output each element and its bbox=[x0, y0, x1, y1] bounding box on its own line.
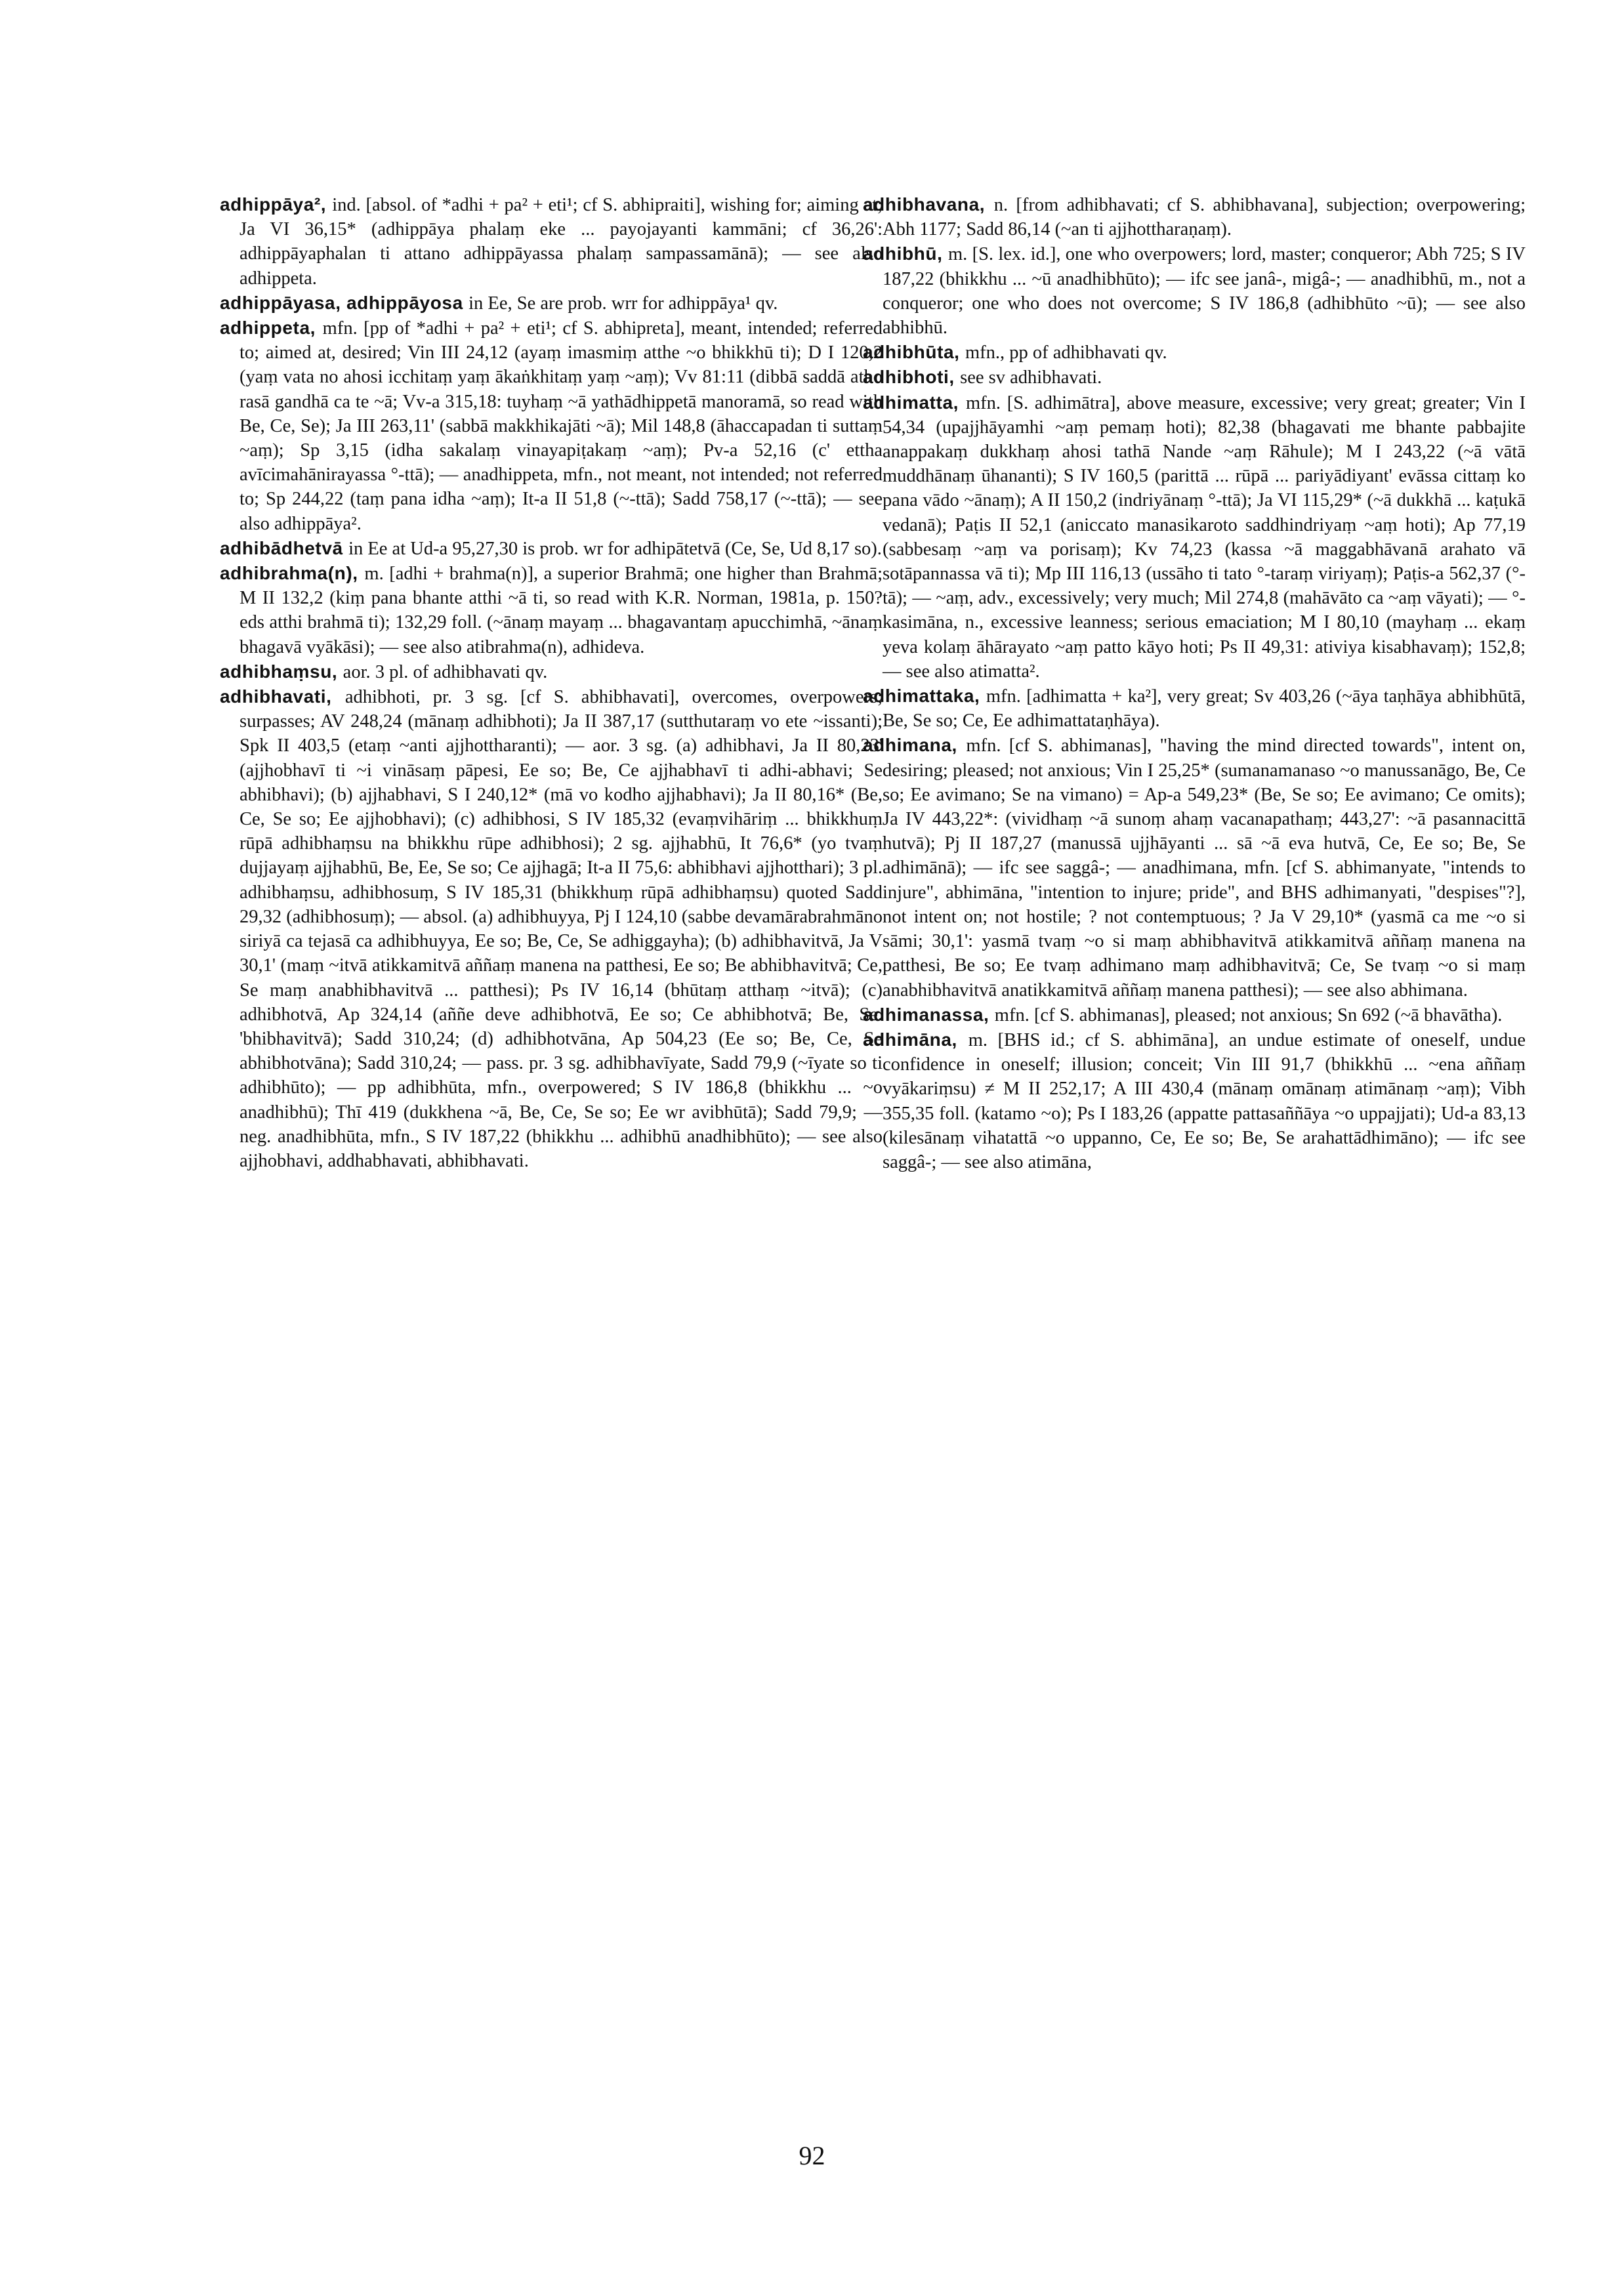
entry-headword: adhippāyasa, adhippāyosa bbox=[220, 292, 469, 313]
entry-definition: in Ee, Se are prob. wrr for adhippāya¹ qv. bbox=[468, 293, 778, 314]
dictionary-entry bbox=[863, 192, 1526, 241]
entry-definition: mfn., pp of adhibhavati qv. bbox=[965, 342, 1167, 363]
dictionary-entry bbox=[220, 536, 883, 561]
dictionary-entry bbox=[220, 561, 883, 659]
entry-definition: mfn. [pp of *adhi + pa² + eti¹; cf S. abhipreta], meant, intended; referred to; aimed at, desired; Vin III 24,12 (ayaṃ imasmiṃ atthe ~o bhikkhū ti); D I 120,2 (yaṃ vata no ahosi icchitaṃ yaṃ ākaṅkhitaṃ yaṃ ~aṃ); Vv 81:11 (dibbā saddā atho rasā gandhā ca te ~ā; Vv-a 315,18: tuyhaṃ ~ā yathādhippetā manoramā, so read with Be, Ce, Se); Ja III 263,11' (sabbā makkhikajāti ~ā); Mil 148,8 (āhaccapadan ti suttaṃ ~aṃ); Sp 3,15 (idha sakalaṃ vinayapiṭakaṃ ~aṃ); Pv-a 52,16 (c' ettha avīcimahānirayassa °-ttā); — anadhippeta, mfn., not meant, not intended; not referred to; Sp 244,22 (taṃ pana idha ~aṃ); It-a II 51,8 (~-ttā); Sadd 758,17 (~-ttā); — see also adhippāya². bbox=[239, 318, 883, 534]
dictionary-entry bbox=[863, 733, 1526, 1002]
entry-definition: m. [BHS id.; cf S. abhimāna], an undue estimate of oneself, undue confidence in oneself; illusion; conceit; Vin III 91,7 (bhikkhū ... ~ena aññaṃ vyākariṃsu) ≠ M II 252,17; A III 430,4 (mānaṃ omānaṃ atimānaṃ ~aṃ); Vibh 355,35 foll. (katamo ~o); Ps I 183,26 (appatte pattasaññāya ~o uppajjati); Ud-a 83,13 (kilesānaṃ vihatattā ~o uppanno, Ce, Ee so; Be, Se arahattādhimāno); — ifc see saggâ-; — see also atimāna, bbox=[883, 1029, 1526, 1172]
dictionary-entry bbox=[863, 365, 1526, 390]
dictionary-entry bbox=[220, 659, 883, 684]
page-number: 92 bbox=[799, 2141, 825, 2170]
entry-headword: adhibhavati, bbox=[220, 686, 345, 707]
entry-headword: adhimāna, bbox=[863, 1029, 968, 1050]
dictionary-entry bbox=[863, 1003, 1526, 1027]
entry-headword: adhibhavana, bbox=[863, 194, 994, 215]
dictionary-entry bbox=[220, 684, 883, 1173]
entry-headword: adhibādhetvā bbox=[220, 537, 349, 558]
entry-definition: m. [S. lex. id.], one who overpowers; lord, master; conqueror; Abh 725; S IV 187,22 (bhikkhu ... ~ū anadhibhūto); — ifc see janâ-, migâ-; — anadhibhū, m., not a conqueror; one who does not overcome; S IV 186,8 (adhibhūto ~ū); — see also abhibhū. bbox=[883, 244, 1526, 339]
dictionary-entry bbox=[220, 316, 883, 536]
entry-headword: adhimana, bbox=[863, 735, 967, 756]
entry-headword: adhimanassa, bbox=[863, 1004, 995, 1025]
entry-headword: adhippāya², bbox=[220, 194, 333, 215]
dictionary-entry bbox=[863, 340, 1526, 365]
entry-definition: in Ee at Ud-a 95,27,30 is prob. wr for adhipātetvā (Ce, Se, Ud 8,17 so). bbox=[348, 538, 882, 559]
right-column bbox=[863, 192, 1526, 1174]
entry-headword: adhibhaṃsu, bbox=[220, 661, 343, 682]
dictionary-entry bbox=[863, 390, 1526, 684]
dictionary-entry bbox=[863, 1027, 1526, 1174]
dictionary-entry bbox=[863, 684, 1526, 733]
entry-headword: adhibhūta, bbox=[863, 342, 965, 363]
left-column bbox=[220, 192, 883, 1173]
entry-definition: mfn. [S. adhimātra], above measure, excessive; very great; greater; Vin I 54,34 (upajjhāyamhi ~aṃ pemaṃ hoti); 82,38 (bhagavati me bhante pabbajite anappakaṃ dukkhaṃ ahosi tathā Nande ~aṃ Rāhule); M I 243,22 (~ā vātā muddhānaṃ ūhananti); S IV 160,5 (parittā ... rūpā ... pariyādiyant' evāssa cittaṃ ko pana vādo ~ānaṃ); A II 150,2 (indriyānaṃ °-ttā); Ja VI 115,29* (~ā dukkhā ... kaṭukā vedanā); Paṭis II 52,1 (aniccato manasikaroto saddhindriyaṃ ~aṃ hoti); Ap 77,19 (sabbesaṃ ~aṃ va porisaṃ); Kv 74,23 (kassa ~ā maggabhāvanā arahato vā sotāpannassa vā ti); Mp III 116,13 (ussāho ti tato °-taraṃ viriyaṃ); Paṭis-a 562,37 (°-tā); — ~aṃ, adv., excessively; very much; Mil 274,8 (mahāvāto ca ~aṃ vāyati); — °-kasimāna, n., excessive leanness; serious emaciation; M I 80,10 (mayhaṃ ... ekaṃ yeva kolaṃ āhārayato ~aṃ patto kāyo hoti; Ps II 49,31: ativiya kisabhavaṃ); 152,8; — see also atimatta². bbox=[883, 392, 1526, 682]
entry-definition: mfn. [adhimatta + ka²], very great; Sv 403,26 (~āya taṇhāya abhibhūtā, Be, Se so; Ce, Ee adhimattataṇhāya). bbox=[883, 686, 1526, 732]
dictionary-entry bbox=[220, 291, 883, 316]
entry-definition: ind. [absol. of *adhi + pa² + eti¹; cf S. abhipraiti], wishing for; aiming at; Ja VI 36,15* (adhippāya phalaṃ eke ... payojayanti kammāni; cf 36,26': adhippāyaphalan ti attano adhippāyassa phalaṃ sampassamānā); — see also adhippeta. bbox=[239, 195, 883, 289]
entry-definition: adhibhoti, pr. 3 sg. [cf S. abhibhavati], overcomes, overpowers; surpasses; AV 248,24 (mānaṃ adhibhoti); Ja II 387,17 (sutthutaraṃ vo ete ~issanti); Spk II 403,5 (etaṃ ~anti ajjhottharanti); — aor. 3 sg. (a) adhibhavi, Ja II 80,23' (ajjhobhavī ti ~i vināsaṃ pāpesi, Ee so; Be, Ce ajjhabhavī ti adhi-abhavi; Se abhibhavi); (b) ajjhabhavi, S I 240,12* (mā vo kodho ajjhabhavi); Ja II 80,16* (Be, Ce, Se so; Ee ajjhobhavi); (c) adhibhosi, S IV 185,32 (evaṃvihāriṃ ... bhikkhuṃ rūpā adhibhaṃsu na bhikkhu rūpe adhibhosi); 2 sg. ajjhabhū, It 76,6* (yo tvaṃ dujjayaṃ ajjhabhū, Be, Ee, Se so; Ce ajjhagā; It-a II 75,6: abhibhavi ajjhotthari); 3 pl. adhibhaṃsu, adhibhosuṃ, S IV 185,31 (bhikkhuṃ rūpā adhibhaṃsu) quoted Sadd 29,32 (adhibhosuṃ); — absol. (a) adhibhuyya, Pj I 124,10 (sabbe devamārabrahmāno siriyā ca tejasā ca adhibhuyya, Ee so; Be, Ce, Se adhiggayha); (b) adhibhavitvā, Ja V 30,1' (maṃ ~itvā atikkamitvā aññaṃ manena na patthesi, Ee so; Be abhibhavitvā; Ce, Se maṃ anabhibhavitvā ... patthesi); Ps IV 16,14 (bhūtaṃ atthaṃ ~itvā); (c) adhibhotvā, Ap 324,14 (aññe deve adhibhotvā, Ee so; Ce abhibhotvā; Be, Se. 'bhibhavitvā); Sadd 310,24; (d) adhibhotvāna, Ap 504,23 (Ee so; Be, Ce, Se abhibhotvāna); Sadd 310,24; — pass. pr. 3 sg. adhibhavīyate, Sadd 79,9 (~īyate so ti adhibhūto); — pp adhibhūta, mfn., overpowered; S IV 186,8 (bhikkhu ... ~o anadhibhū); Thī 419 (dukkhena ~ā, Be, Ce, Se so; Ee wr avibhūtā); Sadd 79,9; — neg. anadhibhūta, mfn., S IV 187,22 (bhikkhu ... adhibhū anadhibhūto); — see also ajjhobhavi, addhabhavati, abhibhavati. bbox=[239, 687, 883, 1171]
entry-definition: m. [adhi + brahma(n)], a superior Brahmā; one higher than Brahmā; M II 132,2 (kiṃ pana bhante atthi ~ā ti, so read with K.R. Norman, 1981a, p. 150? eds atthi brahmā ti); 132,29 foll. (~ānaṃ mayaṃ ... bhagavantaṃ apucchimhā, ~ānaṃ bhagavā vyākāsi); — see also atibrahma(n), adhideva. bbox=[239, 564, 883, 657]
entry-headword: adhimattaka, bbox=[863, 686, 986, 707]
entry-definition: mfn. [cf S. abhimanas], pleased; not anxious; Sn 692 (~ā bhavātha). bbox=[994, 1004, 1503, 1025]
entry-definition: aor. 3 pl. of adhibhavati qv. bbox=[343, 661, 548, 682]
dictionary-entry bbox=[863, 241, 1526, 340]
entry-definition: mfn. [cf S. abhimanas], "having the mind directed towards", intent on, desiring; pleased; not anxious; Vin I 25,25* (sumanamanaso ~o manussanāgo, Be, Ce so; Ee avimano; Se na vimano) = Ap-a 549,23* (Be, Se so; Ee avimano; Ce omits); Ja IV 443,22*: (vividhaṃ ~ā sunoṃ ahaṃ vacanapathaṃ; 443,27': ~ā pasannacittā hutvā); Pj II 187,27 (manussā ujjhāyanti ... sā ~ā eva hutvā, Ce, Ee so; Be, Se adhimānā); — ifc see saggâ-; — anadhimana, mfn. [cf S. abhimanyate, "intends to injure", abhimāna, "intention to injure; pride", and BHS adhimanyati, "despises"?], not intent on; not hostile; ? not contemptuous; ? Ja V 29,10* (yasmā ca me ~o si sāmi; 30,1': yasmā tvaṃ ~o si maṃ abhibhavitvā atikkamitvā aññaṃ manena na patthesi, Be so; Ee tvaṃ adhimano maṃ adhibhavitvā; Ce, Se tvaṃ ~o si maṃ anabhibhavitvā anatikkamitvā aññaṃ manena patthesi); — see also abhimana. bbox=[883, 735, 1526, 1001]
entry-definition: n. [from adhibhavati; cf S. abhibhavana], subjection; overpowering; Abh 1177; Sadd 86,14 (~an ti ajjhottharaṇaṃ). bbox=[883, 195, 1526, 240]
dictionary-entry bbox=[220, 192, 883, 291]
entry-headword: adhippeta, bbox=[220, 318, 323, 339]
entry-headword: adhimatta, bbox=[863, 392, 966, 413]
entry-headword: adhibrahma(n), bbox=[220, 563, 365, 584]
entry-headword: adhibhū, bbox=[863, 243, 948, 264]
entry-definition: see sv adhibhavati. bbox=[960, 367, 1102, 388]
entry-headword: adhibhoti, bbox=[863, 367, 961, 388]
